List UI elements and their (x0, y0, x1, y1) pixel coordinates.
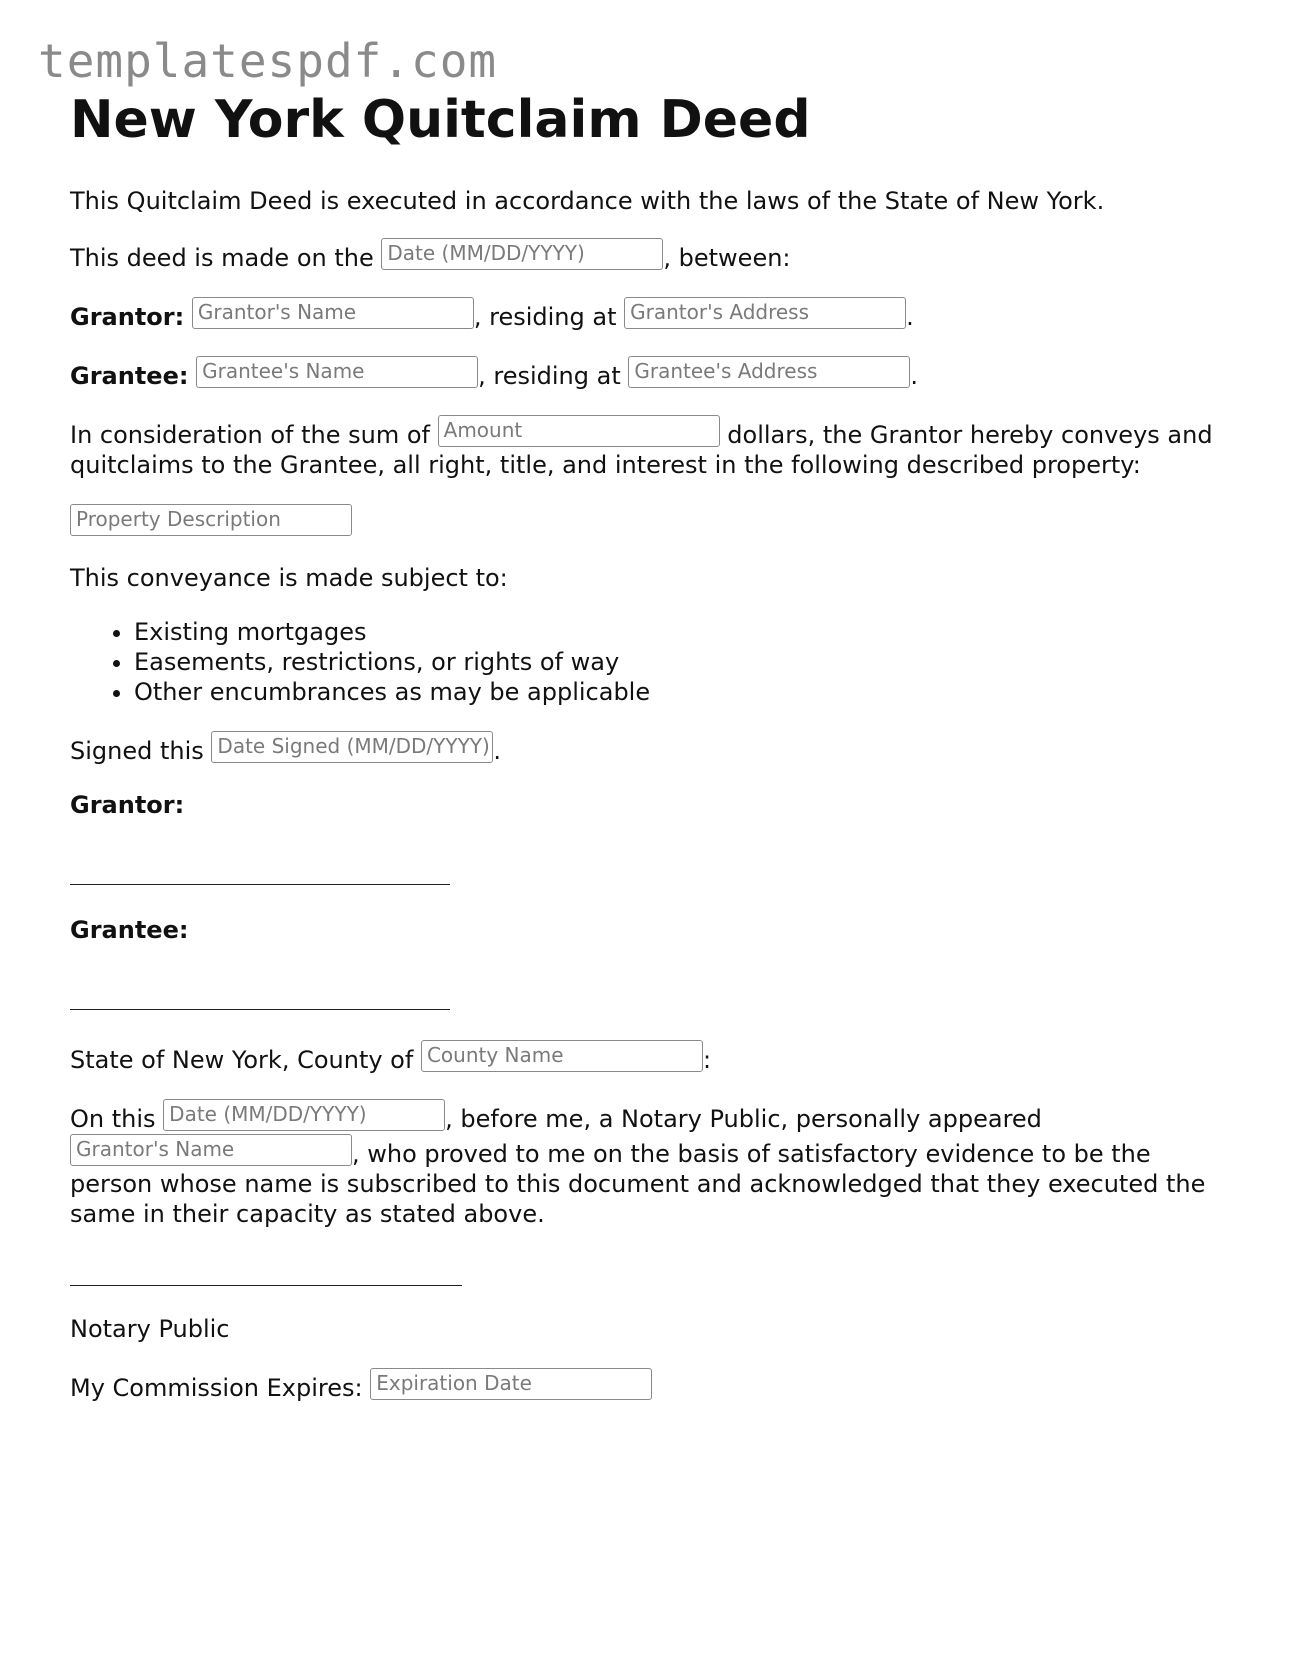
grantor-address-field[interactable]: Grantor's Address (624, 297, 906, 329)
deed-date-field[interactable]: Date (MM/DD/YYYY) (381, 238, 663, 270)
list-item: • Other encumbrances as may be applicable (134, 677, 1230, 707)
county-prefix: State of New York, County of (70, 1046, 414, 1074)
made-on-prefix: This deed is made on the (70, 244, 374, 272)
made-on-line (70, 238, 1230, 273)
subject-to-heading: This conveyance is made subject to: (70, 564, 508, 592)
grantor-signature-label (70, 790, 1230, 820)
grantee-name-field[interactable]: Grantee's Name (196, 356, 478, 388)
grantee-address-field[interactable]: Grantee's Address (628, 356, 910, 388)
commission-line (70, 1368, 1230, 1403)
grantee-signature-label-text: Grantee: (70, 916, 189, 944)
grantor-line-end: . (906, 303, 914, 331)
grantor-line (70, 297, 1230, 332)
notary-signature-line[interactable] (70, 1285, 462, 1286)
signed-prefix: Signed this (70, 737, 204, 765)
grantee-residing-text: , residing at (478, 362, 621, 390)
grantee-line-end: . (910, 362, 919, 390)
grantee-label: Grantee: (70, 362, 189, 390)
notary-prefix: On this (70, 1105, 156, 1133)
grantor-signature-label-text: Grantor: (70, 791, 185, 819)
property-line (70, 504, 1230, 539)
notary-date-field[interactable]: Date (MM/DD/YYYY) (163, 1099, 445, 1131)
encumbrance-list (70, 617, 1230, 707)
grantee-signature-label (70, 915, 1230, 945)
grantee-line (70, 356, 1230, 391)
consideration-prefix: In consideration of the sum of (70, 421, 430, 449)
grantor-signature-line[interactable] (70, 884, 450, 885)
signed-line-end: . (493, 737, 502, 765)
date-signed-field[interactable]: Date Signed (MM/DD/YYYY) (211, 731, 493, 763)
notary-paragraph (70, 1099, 1230, 1229)
watermark: templatespdf.com (38, 34, 498, 88)
page-title: New York Quitclaim Deed (70, 90, 811, 150)
notary-suffix: , who proved to me on the basis of satisfactory evidence to be the person whose name is subscribed to this document and acknowledged that they executed the same in their capacity as stated above. (70, 1140, 1206, 1228)
consideration-suffix: dollars, the Grantor hereby conveys and quitclaims to the Grantee, all right, title, and interest in the following described property: (70, 421, 1213, 479)
grantee-signature-line[interactable] (70, 1009, 450, 1010)
grantor-residing-text: , residing at (473, 303, 617, 331)
expiration-date-field[interactable]: Expiration Date (370, 1368, 652, 1400)
notary-grantor-name-field[interactable]: Grantor's Name (70, 1134, 352, 1166)
property-description-field[interactable]: Property Description (70, 504, 352, 536)
document-body (70, 88, 1230, 1427)
county-name-field[interactable]: County Name (421, 1040, 703, 1072)
notary-public-label: Notary Public (70, 1315, 230, 1343)
intro-text: This Quitclaim Deed is executed in accordance with the laws of the State of New York. (70, 187, 1105, 215)
list-item: • Easements, restrictions, or rights of way (134, 647, 1230, 677)
made-on-suffix: , between: (663, 244, 791, 272)
amount-field[interactable]: Amount (438, 415, 720, 447)
signed-line (70, 731, 1230, 766)
consideration-paragraph (70, 415, 1230, 480)
commission-label: My Commission Expires: (70, 1374, 363, 1402)
grantor-label: Grantor: (70, 303, 185, 331)
county-line (70, 1040, 1230, 1075)
county-line-end: : (702, 1046, 712, 1074)
grantor-name-field[interactable]: Grantor's Name (192, 297, 474, 329)
notary-middle-text: , before me, a Notary Public, personally appeared (445, 1105, 1042, 1133)
list-item: • Existing mortgages (134, 617, 1230, 647)
